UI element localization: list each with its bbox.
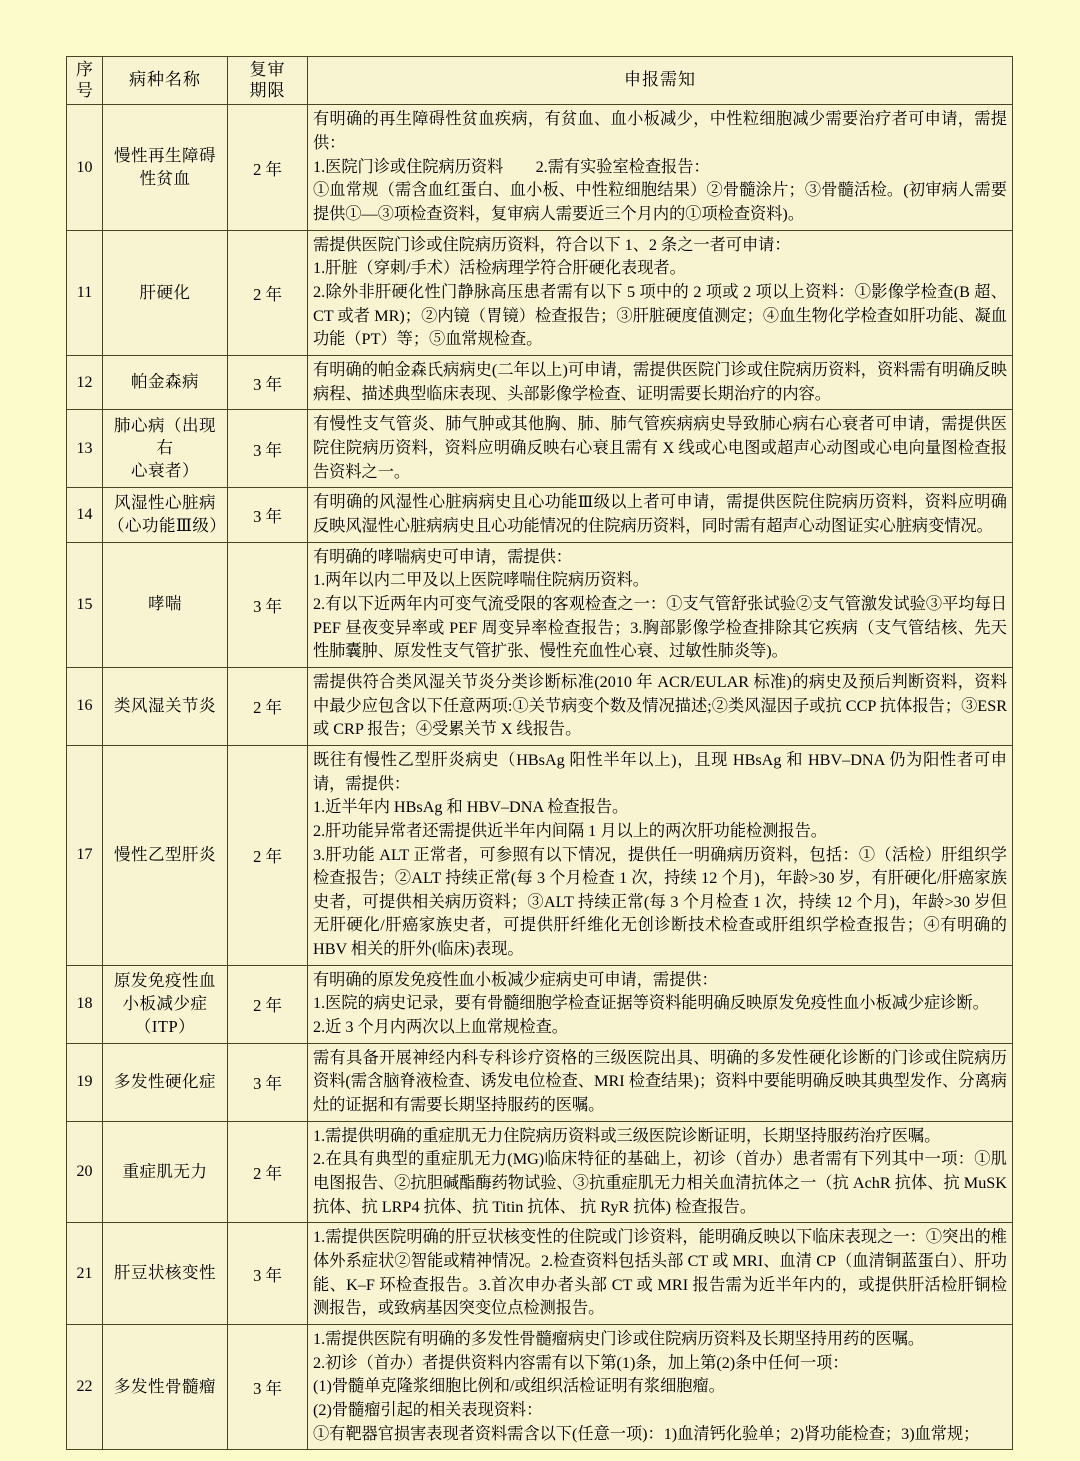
table-row — [67, 356, 1013, 410]
cell-review-term: 2 年 — [228, 965, 308, 1043]
cell-seq: 21 — [67, 1223, 103, 1325]
table-body — [67, 105, 1013, 1450]
cell-review-term: 3 年 — [228, 1223, 308, 1325]
table-header-row — [67, 57, 1013, 105]
notice-paragraph: 1.需提供医院有明确的多发性骨髓瘤病史门诊或住院病历资料及长期坚持用药的医嘱。 — [313, 1329, 925, 1348]
cell-review-term: 3 年 — [228, 488, 308, 542]
notice-paragraph: 1.肝脏（穿刺/手术）活检病理学符合肝硬化表现者。 — [313, 259, 686, 278]
disease-name-line: 原发免疫性血 — [114, 971, 216, 991]
disease-name-line: 哮喘 — [148, 594, 182, 614]
cell-application-notice — [308, 542, 1013, 667]
disease-name-line: （心功能Ⅲ级） — [108, 515, 227, 535]
column-header-disease-name: 病种名称 — [103, 57, 228, 105]
cell-review-term: 3 年 — [228, 1324, 308, 1449]
column-header-seq — [67, 57, 103, 105]
notice-paragraph: 需有具备开展神经内科专科诊疗资格的三级医院出具、明确的多发性硬化诊断的门诊或住院病历资料(需含脑脊液检查、诱发电位检查、MRI 检查结果)；资料中要能明确反映其典型发作、分离病灶的证据和有需要长期坚持服药的医嘱。 — [313, 1048, 1007, 1115]
table-row — [67, 1043, 1013, 1121]
cell-disease-name — [103, 542, 228, 667]
disease-name-line: 多发性硬化症 — [114, 1071, 216, 1091]
table-row — [67, 1324, 1013, 1449]
cell-review-term: 3 年 — [228, 542, 308, 667]
notice-paragraph: 1.两年以内二甲及以上医院哮喘住院病历资料。 — [313, 571, 649, 590]
notice-paragraph: 3.肝功能 ALT 正常者，可参照有以下情况，提供任一明确病历资料，包括：①（活检）肝组织学检查报告；②ALT 持续正常(每 3 个月检查 1 次，持续 12 个月)，年龄>30 岁，有肝硬化/肝癌家族史者，可提供相关病历资料；③ALT 持续正常(每 3 个月检查 1 次，持续 12 个月)，年龄>30 岁但无肝硬化/肝癌家族史者，可提供肝纤维化无创诊断技术检查或肝组织学检查报告；④有明确的 HBV 相关的肝外(临床)表现。 — [313, 845, 1007, 959]
cell-disease-name — [103, 745, 228, 965]
cell-disease-name — [103, 1324, 228, 1449]
column-header-seq-char-1: 序 — [76, 60, 93, 79]
notice-paragraph: 有明确的风湿性心脏病病史且心功能Ⅲ级以上者可申请，需提供医院住院病历资料，资料应明确反映风湿性心脏病病史且心功能情况的住院病历资料，同时需有超声心动图证实心脏病变情况。 — [313, 493, 1007, 535]
table-row — [67, 667, 1013, 745]
cell-disease-name — [103, 1121, 228, 1223]
cell-disease-name — [103, 105, 228, 230]
disease-name-line: 慢性乙型肝炎 — [114, 844, 216, 864]
table-row — [67, 542, 1013, 667]
cell-seq: 17 — [67, 745, 103, 965]
notice-paragraph: 1.需提供明确的重症肌无力住院病历资料或三级医院诊断证明，长期坚持服药治疗医嘱。 — [313, 1126, 941, 1145]
notice-paragraph: 既往有慢性乙型肝炎病史（HBsAg 阳性半年以上)，且现 HBsAg 和 HBV–DNA 仍为阳性者可申请，需提供： — [313, 750, 1007, 793]
disease-name-line: 肺心病（出现右 — [114, 415, 216, 458]
column-header-application-notice: 申报需知 — [308, 57, 1013, 105]
cell-disease-name — [103, 1223, 228, 1325]
disease-name-line: 心衰者） — [131, 461, 199, 481]
cell-application-notice — [308, 667, 1013, 745]
cell-application-notice — [308, 1324, 1013, 1449]
notice-paragraph: 需提供符合类风湿关节炎分类诊断标准(2010 年 ACR/EULAR 标准)的病史及预后判断资料，资料中最少应包含以下任意两项:①关节病变个数及情况描述;②类风湿因子或抗 CCP 抗体报告；③ESR 或 CRP 报告；④受累关节 X 线报告。 — [313, 672, 1007, 739]
column-header-review-term-line-1: 复审 — [249, 60, 286, 79]
cell-review-term: 3 年 — [228, 356, 308, 410]
cell-seq: 11 — [67, 230, 103, 355]
disease-name-line: 小板减少症 — [122, 993, 208, 1013]
disease-name-line: 性贫血 — [139, 168, 191, 188]
table-row — [67, 1121, 1013, 1223]
cell-review-term: 3 年 — [228, 410, 308, 488]
notice-paragraph: ①有靶器官损害表现者资料需含以下(任意一项)：1)血清钙化验单；2)肾功能检查；3)血常规； — [313, 1424, 980, 1443]
cell-review-term: 2 年 — [228, 1121, 308, 1223]
table-row — [67, 230, 1013, 355]
column-header-review-term — [228, 57, 308, 105]
disease-name-line: 多发性骨髓瘤 — [114, 1376, 216, 1396]
cell-review-term: 2 年 — [228, 230, 308, 355]
notice-paragraph: 有明确的哮喘病史可申请，需提供： — [313, 547, 572, 566]
cell-seq: 14 — [67, 488, 103, 542]
disease-name-line: 肝豆状核变性 — [114, 1263, 216, 1283]
cell-application-notice — [308, 1121, 1013, 1223]
table-row — [67, 745, 1013, 965]
disease-name-line: 慢性再生障碍 — [114, 145, 216, 165]
cell-disease-name — [103, 356, 228, 410]
cell-review-term: 3 年 — [228, 1043, 308, 1121]
notice-paragraph: 有明确的再生障碍性贫血疾病，有贫血、血小板减少，中性粒细胞减少需要治疗者可申请，需提供： — [313, 110, 1007, 153]
table-row — [67, 105, 1013, 230]
notice-paragraph: 2.近 3 个月内两次以上血常规检查。 — [313, 1018, 568, 1037]
notice-paragraph: (2)骨髓瘤引起的相关表现资料： — [313, 1400, 543, 1419]
notice-paragraph: 需提供医院门诊或住院病历资料，符合以下 1、2 条之一者可申请： — [313, 235, 791, 254]
cell-review-term: 2 年 — [228, 667, 308, 745]
notice-paragraph: 有明确的帕金森氏病病史(二年以上)可申请，需提供医院门诊或住院病历资料，资料需有明确反映病程、描述典型临床表现、头部影像学检查、证明需要长期治疗的内容。 — [313, 361, 1007, 403]
notice-paragraph: 2.初诊（首办）者提供资料内容需有以下第(1)条，加上第(2)条中任何一项： — [313, 1353, 849, 1372]
cell-seq: 20 — [67, 1121, 103, 1223]
cell-seq: 10 — [67, 105, 103, 230]
notice-paragraph: (1)骨髓单克隆浆细胞比例和/或组织活检证明有浆细胞瘤。 — [313, 1377, 725, 1396]
notice-paragraph: 2.有以下近两年内可变气流受限的客观检查之一：①支气管舒张试验②支气管激发试验③平均每日 PEF 昼夜变异率或 PEF 周变异率检查报告；3.胸部影像学检查排除其它疾病（支气管结核、先天性肺囊肿、原发性支气管扩张、慢性充血性心衰、过敏性肺炎等)。 — [313, 594, 1007, 661]
cell-seq: 13 — [67, 410, 103, 488]
cell-application-notice — [308, 1223, 1013, 1325]
cell-disease-name — [103, 1043, 228, 1121]
table-row — [67, 488, 1013, 542]
cell-application-notice — [308, 105, 1013, 230]
cell-disease-name — [103, 230, 228, 355]
notice-paragraph: 1.需提供医院明确的肝豆状核变性的住院或门诊资料，能明确反映以下临床表现之一：①突出的椎体外系症状②智能或精神情况。2.检查资料包括头部 CT 或 MRI、血清 CP（血清铜蓝蛋白）、肝功能、K–F 环检查报告。3.首次申办者头部 CT 或 MRI 报告需为近半年内的，或提供肝活检肝铜检测报告，或致病基因突变位点检测报告。 — [313, 1228, 1007, 1318]
notice-paragraph: 有明确的原发免疫性血小板减少症病史可申请，需提供： — [313, 970, 718, 989]
notice-paragraph: 有慢性支气管炎、肺气肿或其他胸、肺、肺气管疾病病史导致肺心病右心衰者可申请，需提供医院住院病历资料，资料应明确反映右心衰且需有 X 线或心电图或超声心动图或心电向量图检查报告资料之一。 — [313, 415, 1007, 481]
disease-name-line: （ITP） — [134, 1016, 196, 1036]
notice-paragraph: 2.在具有典型的重症肌无力(MG)临床特征的基础上，初诊（首办）患者需有下列其中一项：①肌电图报告、②抗胆碱酯酶药物试验、③抗重症肌无力相关血清抗体之一（抗 AchR 抗体、抗 MuSK 抗体、抗 LRP4 抗体、抗 Titin 抗体、 抗 RyR 抗体) 检查报告。 — [313, 1150, 1007, 1216]
disease-review-table — [66, 56, 1013, 1450]
column-header-review-term-line-2: 期限 — [249, 80, 286, 100]
table-header — [67, 57, 1013, 105]
cell-disease-name — [103, 965, 228, 1043]
cell-application-notice — [308, 356, 1013, 410]
notice-paragraph: 1.近半年内 HBsAg 和 HBV–DNA 检查报告。 — [313, 798, 629, 817]
cell-seq: 16 — [67, 667, 103, 745]
cell-disease-name — [103, 410, 228, 488]
cell-disease-name — [103, 488, 228, 542]
column-header-seq-char-2: 号 — [76, 80, 93, 100]
disease-name-line: 类风湿关节炎 — [114, 696, 216, 715]
cell-seq: 15 — [67, 542, 103, 667]
cell-application-notice — [308, 745, 1013, 965]
cell-seq: 12 — [67, 356, 103, 410]
notice-paragraph: 1.医院的病史记录，要有骨髓细胞学检查证据等资料能明确反映原发免疫性血小板减少症诊断。 — [313, 994, 989, 1013]
notice-paragraph: 1.医院门诊或住院病历资料 2.需有实验室检查报告： — [313, 157, 710, 176]
cell-review-term: 2 年 — [228, 745, 308, 965]
cell-application-notice — [308, 1043, 1013, 1121]
table-row — [67, 410, 1013, 488]
disease-name-line: 帕金森病 — [131, 372, 199, 392]
cell-seq: 18 — [67, 965, 103, 1043]
notice-paragraph: 2.肝功能异常者还需提供近半年内间隔 1 月以上的两次肝功能检测报告。 — [313, 821, 827, 840]
cell-application-notice — [308, 488, 1013, 542]
cell-application-notice — [308, 230, 1013, 355]
cell-application-notice — [308, 965, 1013, 1043]
table-row — [67, 965, 1013, 1043]
cell-application-notice — [308, 410, 1013, 488]
cell-disease-name — [103, 667, 228, 745]
notice-paragraph: 2.除外非肝硬化性门静脉高压患者需有以下 5 项中的 2 项或 2 项以上资料：①影像学检查(B 超、CT 或者 MR)；②内镜（胃镜）检查报告；③肝脏硬度值测定；④血生物化学检查如肝功能、凝血功能（PT）等；⑤血常规检查。 — [313, 283, 1007, 349]
table-row — [67, 1223, 1013, 1325]
disease-name-line: 风湿性心脏病 — [114, 493, 216, 513]
cell-seq: 22 — [67, 1324, 103, 1449]
disease-name-line: 肝硬化 — [139, 282, 191, 302]
cell-review-term: 2 年 — [228, 105, 308, 230]
notice-paragraph: ①血常规（需含血红蛋白、血小板、中性粒细胞结果）②骨髓涂片；③骨髓活检。(初审病人需要提供①—③项检查资料，复审病人需要近三个月内的①项检查资料)。 — [313, 181, 1007, 224]
cell-seq: 19 — [67, 1043, 103, 1121]
disease-name-line: 重症肌无力 — [122, 1161, 208, 1181]
